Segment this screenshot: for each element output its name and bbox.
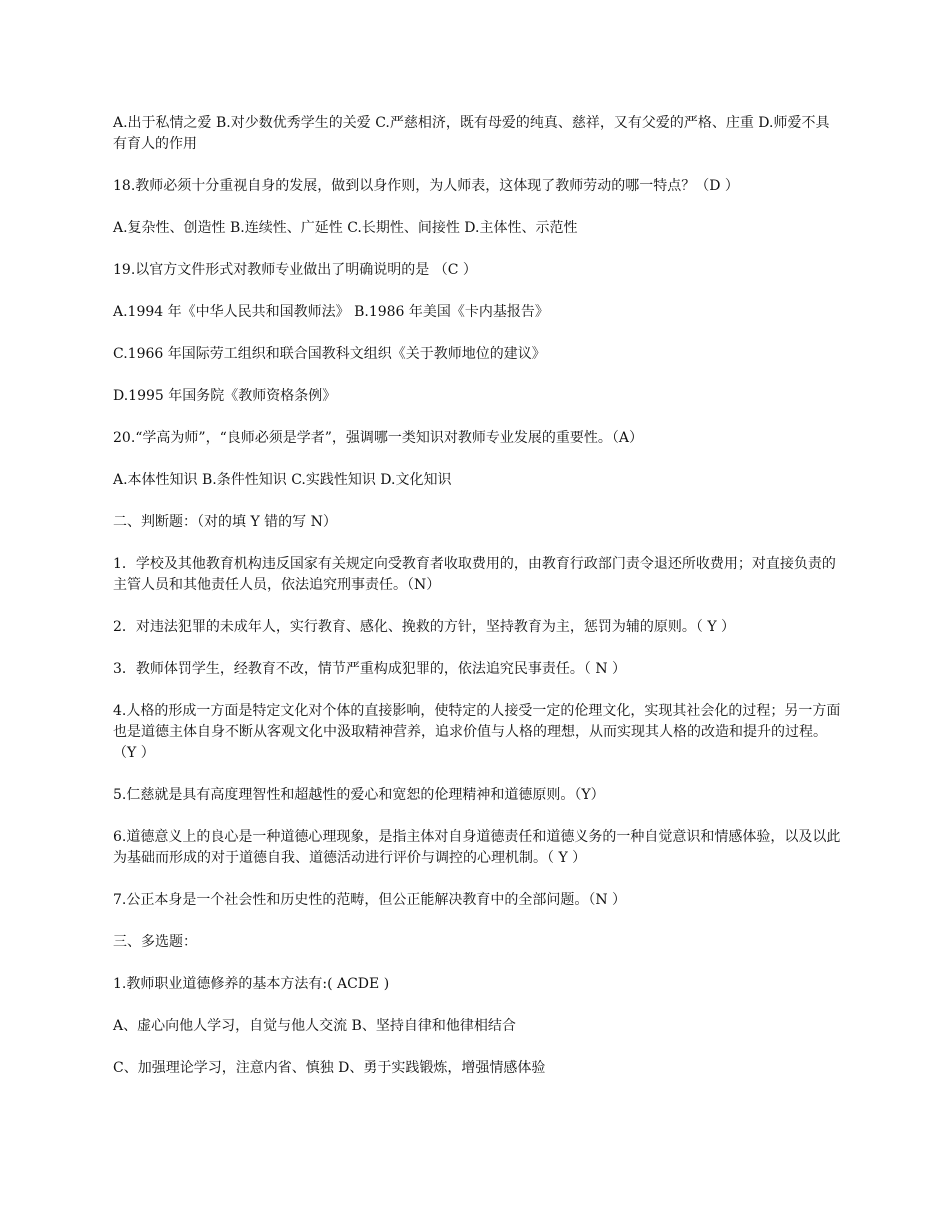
mc-item-1-question: 1.教师职业道德修养的基本方法有:( ACDE )	[113, 976, 390, 992]
tf-item-4: 4.人格的形成一方面是特定文化对个体的直接影响，使特定的人接受一定的伦理文化，实现其社会化的过程；另一方面也是道德主体自身不断从客观文化中汲取精神营养，追求价值与人格的理想，从而实现其人格的改造和提升的过程。（Y ）	[113, 703, 841, 761]
tf-item-7: 7.公正本身是一个社会性和历史性的范畴，但公正能解决教育中的全部问题。（N ）	[113, 892, 627, 908]
q18-options: A.复杂性、创造性 B.连续性、广延性 C.长期性、间接性 D.主体性、示范性	[113, 220, 578, 236]
section-true-false-heading: 二、判断题：（对的填 Y 错的写 N）	[113, 514, 337, 530]
q19-question: 19.以官方文件形式对教师专业做出了明确说明的是 （C ）	[113, 262, 477, 278]
q19-option-d: D.1995 年国务院《教师资格条例》	[113, 388, 337, 404]
q19-option-ab: A.1994 年《中华人民共和国教师法》 B.1986 年美国《卡内基报告》	[113, 304, 549, 320]
tf-item-6: 6.道德意义上的良心是一种道德心理现象，是指主体对自身道德责任和道德义务的一种自觉意识和情感体验，以及以此为基础而形成的对于道德自我、道德活动进行评价与调控的心理机制。（ Y ）	[113, 829, 841, 866]
q19-option-c: C.1966 年国际劳工组织和联合国教科文组织《关于教师地位的建议》	[113, 346, 546, 362]
tf-item-3: 3．教师体罚学生，经教育不改，情节严重构成犯罪的，依法追究民事责任。（ N ）	[113, 661, 627, 677]
tf-item-1: 1．学校及其他教育机构违反国家有关规定向受教育者收取费用的，由教育行政部门责令退还所收费用；对直接负责的主管人员和其他责任人员，依法追究刑事责任。（N）	[113, 556, 836, 593]
tf-item-2: 2．对违法犯罪的未成年人，实行教育、感化、挽救的方针，坚持教育为主，惩罚为辅的原则。（ Y ）	[113, 619, 736, 635]
document-page	[113, 113, 843, 1100]
q20-options: A.本体性知识 B.条件性知识 C.实践性知识 D.文化知识	[113, 472, 452, 488]
q17-options: A.出于私情之爱 B.对少数优秀学生的关爱 C.严慈相济，既有母爱的纯真、慈祥，又有父爱的严格、庄重 D.师爱不具有育人的作用	[113, 115, 830, 152]
q20-question: 20.“学高为师”，“良师必须是学者”，强调哪一类知识对教师专业发展的重要性。（A）	[113, 430, 644, 446]
q18-question: 18.教师必须十分重视自身的发展，做到以身作则，为人师表，这体现了教师劳动的哪一特点？（D ）	[113, 178, 739, 194]
mc-item-1-options-cd: C、加强理论学习，注意内省、慎独 D、勇于实践锻炼，增强情感体验	[113, 1060, 546, 1076]
section-multiple-choice-heading: 三、多选题：	[113, 934, 197, 950]
mc-item-1-options-ab: A、虚心向他人学习，自觉与他人交流 B、坚持自律和他律相结合	[113, 1018, 516, 1034]
tf-item-5: 5.仁慈就是具有高度理智性和超越性的爱心和宽恕的伦理精神和道德原则。（Y）	[113, 787, 605, 803]
